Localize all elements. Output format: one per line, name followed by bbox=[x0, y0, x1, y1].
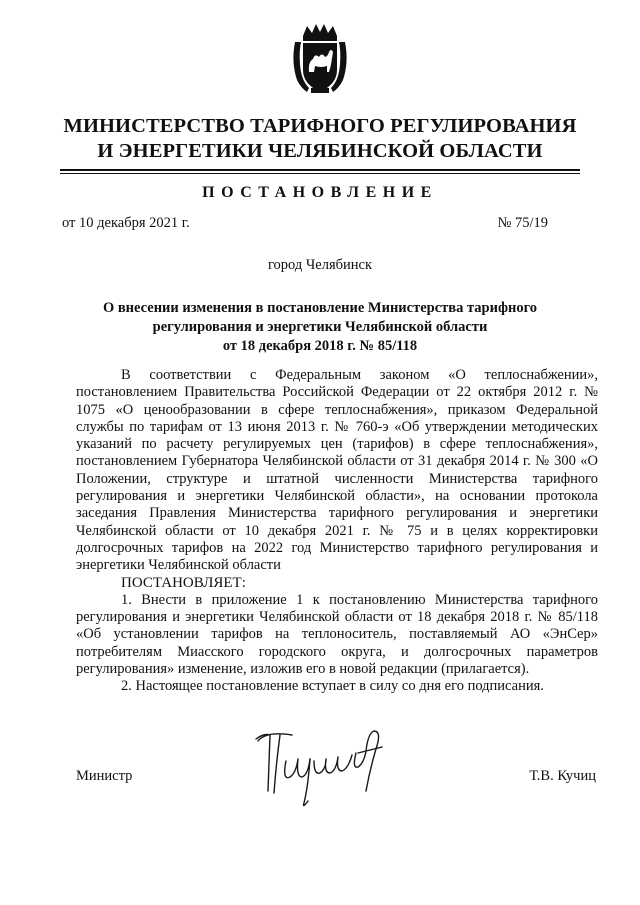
document-date: от 10 декабря 2021 г. bbox=[62, 215, 190, 231]
subject-line2: регулирования и энергетики Челябинской области bbox=[152, 319, 488, 335]
signatory-title: Министр bbox=[76, 768, 133, 784]
subject-line1: О внесении изменения в постановление Министерства тарифного bbox=[102, 300, 538, 316]
document-subject bbox=[90, 299, 550, 356]
handwritten-signature-icon bbox=[252, 725, 400, 809]
subject-line3: от 18 декабря 2018 г. № 85/118 bbox=[222, 338, 418, 354]
item-1-paragraph: 1. Внести в приложение 1 к постановлению Министерства тарифного регулирования и энергетики Челябинской области от 18 декабря 2018 г. № 85/118 «Об установлении тарифов на теплоноситель, поставляемый АО «ЭнСер» потребителям Миасского городского округа, и долгосрочных параметров регулирования» изменение, изложив его в новой редакции (прилагается). bbox=[76, 591, 598, 678]
document-body bbox=[76, 367, 598, 696]
coat-of-arms-icon bbox=[291, 22, 349, 96]
document-number: № 75/19 bbox=[497, 215, 548, 231]
ministry-name bbox=[60, 114, 580, 164]
header-divider-thick bbox=[60, 169, 580, 171]
ministry-name-line1: МИНИСТЕРСТВО ТАРИФНОГО РЕГУЛИРОВАНИЯ bbox=[63, 115, 577, 137]
preamble-paragraph: В соответствии с Федеральным законом «О теплоснабжении», постановлением Правительства Российской Федерации от 22 октября 2012 г. № 1075 «О ценообразовании в сфере теплоснабжения», приказом Федеральной службы по тарифам от 13 июня 2013 г. № 760-э «Об утверждении методических указаний по расчету регулируемых цен (тарифов) в сфере теплоснабжения», постановлением Губернатора Челябинской области от 31 декабря 2014 г. № 300 «О Положении, структуре и штатной численности Министерства тарифного регулирования и энергетики Челябинской области», на основании протокола заседания Правления Министерства тарифного регулирования и энергетики Челябинской области от 10 декабря 2021 г. № 75 и в целях корректировки долгосрочных тарифов на 2022 год Министерство тарифного регулирования и энергетики Челябинской области bbox=[76, 367, 598, 574]
ministry-name-line2: И ЭНЕРГЕТИКИ ЧЕЛЯБИНСКОЙ ОБЛАСТИ bbox=[97, 140, 543, 162]
item-2-paragraph: 2. Настоящее постановление вступает в силу со дня его подписания. bbox=[121, 678, 544, 695]
document-type: ПОСТАНОВЛЕНИЕ bbox=[202, 184, 438, 201]
document-city: город Челябинск bbox=[267, 257, 373, 273]
header-divider-thin bbox=[60, 173, 580, 174]
resolves-heading: ПОСТАНОВЛЯЕТ: bbox=[121, 574, 246, 591]
signatory-name: Т.В. Кучиц bbox=[529, 768, 596, 784]
